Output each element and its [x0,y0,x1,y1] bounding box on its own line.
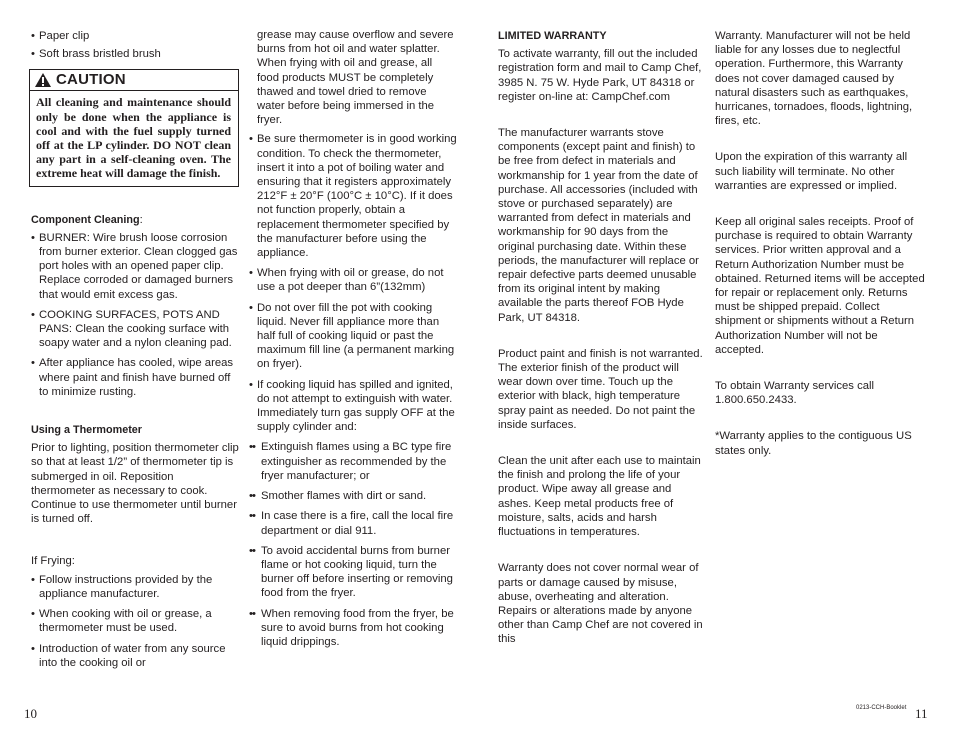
page-number-right: 11 [915,706,928,721]
sub-list-item: •• In case there is a fire, call the local fire department or dial 911. [249,509,457,537]
if-frying-label: If Frying: [31,555,75,568]
warranty-paragraph: *Warranty applies to the contiguous US states only. [715,430,912,457]
list-item: • COOKING SURFACES, POTS AND PANS: Clean the cooking surface with soapy water and a nylon cleaning pad. [31,308,239,351]
sub-list-item: •• When removing food from the fryer, be sure to avoid burns from hot cooking liquid drippings. [249,607,457,650]
caution-text: All cleaning and maintenance should only be done when the appliance is cool and with the fuel supply turned off at the LP cylinder. DO NOT clean any part in a self-cleaning oven. The extreme heat will damage the finish. [36,95,231,181]
column-3 [498,29,704,647]
warranty-paragraph: Clean the unit after each use to maintain the finish and prolong the life of your product. Wipe away all grease and ashes. Keep metal products free of moisture, salts, acids and harsh fluctuations in temperatures. [498,455,701,539]
warranty-paragraph: Keep all original sales receipts. Proof of purchase is required to obtain Warranty services. Prior written approval and a Return Authorization Number must be obtained. Returned items will be accepted for repair or replacement only. Returns must be shipped prepaid. Collect shipment or shipments without a Return Authorization Number will not be accepted. [715,216,925,356]
list-item: • When cooking with oil or grease, a thermometer must be used. [31,607,239,635]
list-item: • Soft brass bristled brush [31,47,239,61]
warranty-paragraph: Upon the expiration of this warranty all such liability will terminate. No other warranties are expressed or implied. [715,151,908,192]
safety-list [249,132,457,649]
component-cleaning-heading: Component Cleaning: [31,213,143,226]
caution-title: CAUTION [56,71,126,89]
column-1 [31,29,239,670]
list-item: • Paper clip [31,29,239,43]
warranty-paragraph: To obtain Warranty services call 1.800.650.2433. [715,380,875,407]
warranty-paragraph: Warranty. Manufacturer will not be held liable for any losses due to neglectful operation. Furthermore, this Warranty does not cover damaged caused by natural disasters such as earthquakes, hurricanes, tornadoes, floods, lightning, fires, etc. [715,30,913,128]
page-number-left: 10 [24,706,37,721]
warranty-paragraph: The manufacturer warrants stove components (except paint and finish) to be free from defect in materials and workmanship for 1 year from the date of purchase. All accessories (included with stove or purchased separately) are warranted from defect in materials and workmanship for 90 days from the original purchasing date. Within these periods, the manufacturer will replace or repair defective parts deemed unusable from its original intent by making available the parts thereof FOB Hyde Park, UT 84318. [498,127,699,324]
component-cleaning-list [31,231,239,399]
booklet-code: 0213-CCH-Booklet [856,705,907,711]
frying-list [31,573,239,670]
thermometer-text: Prior to lighting, position thermometer clip so that at least 1/2” of thermometer tip is submerged in oil. Reposition thermometer as necessary to cook. Continue to use thermometer until burner is turned off. [31,442,239,526]
supplies-list [31,29,239,61]
warranty-paragraph: To activate warranty, fill out the included registration form and mail to Camp Chef, 3985 N. 75 W. Hyde Park, UT 84318 or register on-line at: CampChef.com [498,48,702,103]
list-item: • Introduction of water from any source into the cooking oil or [31,642,239,670]
sub-list-item: •• Extinguish flames using a BC type fire extinguisher as recommended by the fryer manufacturer; or [249,440,457,483]
caution-box [29,69,239,186]
warranty-heading: LIMITED WARRANTY [498,30,607,42]
list-item: • After appliance has cooled, wipe areas where paint and finish have burned off to minimize rusting. [31,356,239,399]
list-item: • BURNER: Wire brush loose corrosion from burner exterior. Clean clogged gas port holes with an opened paper clip. Replace corroded or damaged burners that would emit excess gas. [31,231,239,302]
warranty-paragraph: Product paint and finish is not warranted. The exterior finish of the product will wear down over time. Touch up the exterior with black, high temperature spray paint as needed. Do not paint the inside surfaces. [498,347,703,431]
continuation-text: grease may cause overflow and severe burns from hot oil and water splatter. When frying with oil and grease, all food products MUST be completely thawed and towel dried to remove water before being immersed in the fryer. [257,29,454,127]
caution-header [30,70,238,91]
list-item: • When frying with oil or grease, do not use a pot deeper than 6”(132mm) [249,266,457,294]
list-item: • Follow instructions provided by the appliance manufacturer. [31,573,239,601]
warranty-paragraph: Warranty does not cover normal wear of parts or damage caused by misuse, abuse, overheating and alteration. Repairs or alterations made by anyone other than Camp Chef are not covered in this [498,562,703,646]
column-4 [715,29,925,458]
thermometer-heading: Using a Thermometer [31,424,142,437]
sub-list-item: •• Smother flames with dirt or sand. [249,489,457,503]
list-item: • If cooking liquid has spilled and ignited, do not attempt to extinguish with water. Immediately turn gas supply OFF at the supply cylinder and: [249,378,457,435]
warning-triangle-icon [34,72,52,88]
sub-list-item: •• To avoid accidental burns from burner flame or hot cooking liquid, turn the burner off before inserting or removing food from the fryer. [249,544,457,601]
list-item: • Be sure thermometer is in good working condition. To check the thermometer, insert it into a pot of boiling water and ensuring that it registers approximately 212°F ± 20°F (100°C ± 10°C). If it does not function properly, obtain a replacement thermometer specified by the manufacturer before using the appliance. [249,132,457,260]
list-item: • Do not over fill the pot with cooking liquid. Never fill appliance more than half full of cooking liquid or past the maximum fill line (a permanent marking on fryer). [249,301,457,372]
column-2 [249,28,457,655]
